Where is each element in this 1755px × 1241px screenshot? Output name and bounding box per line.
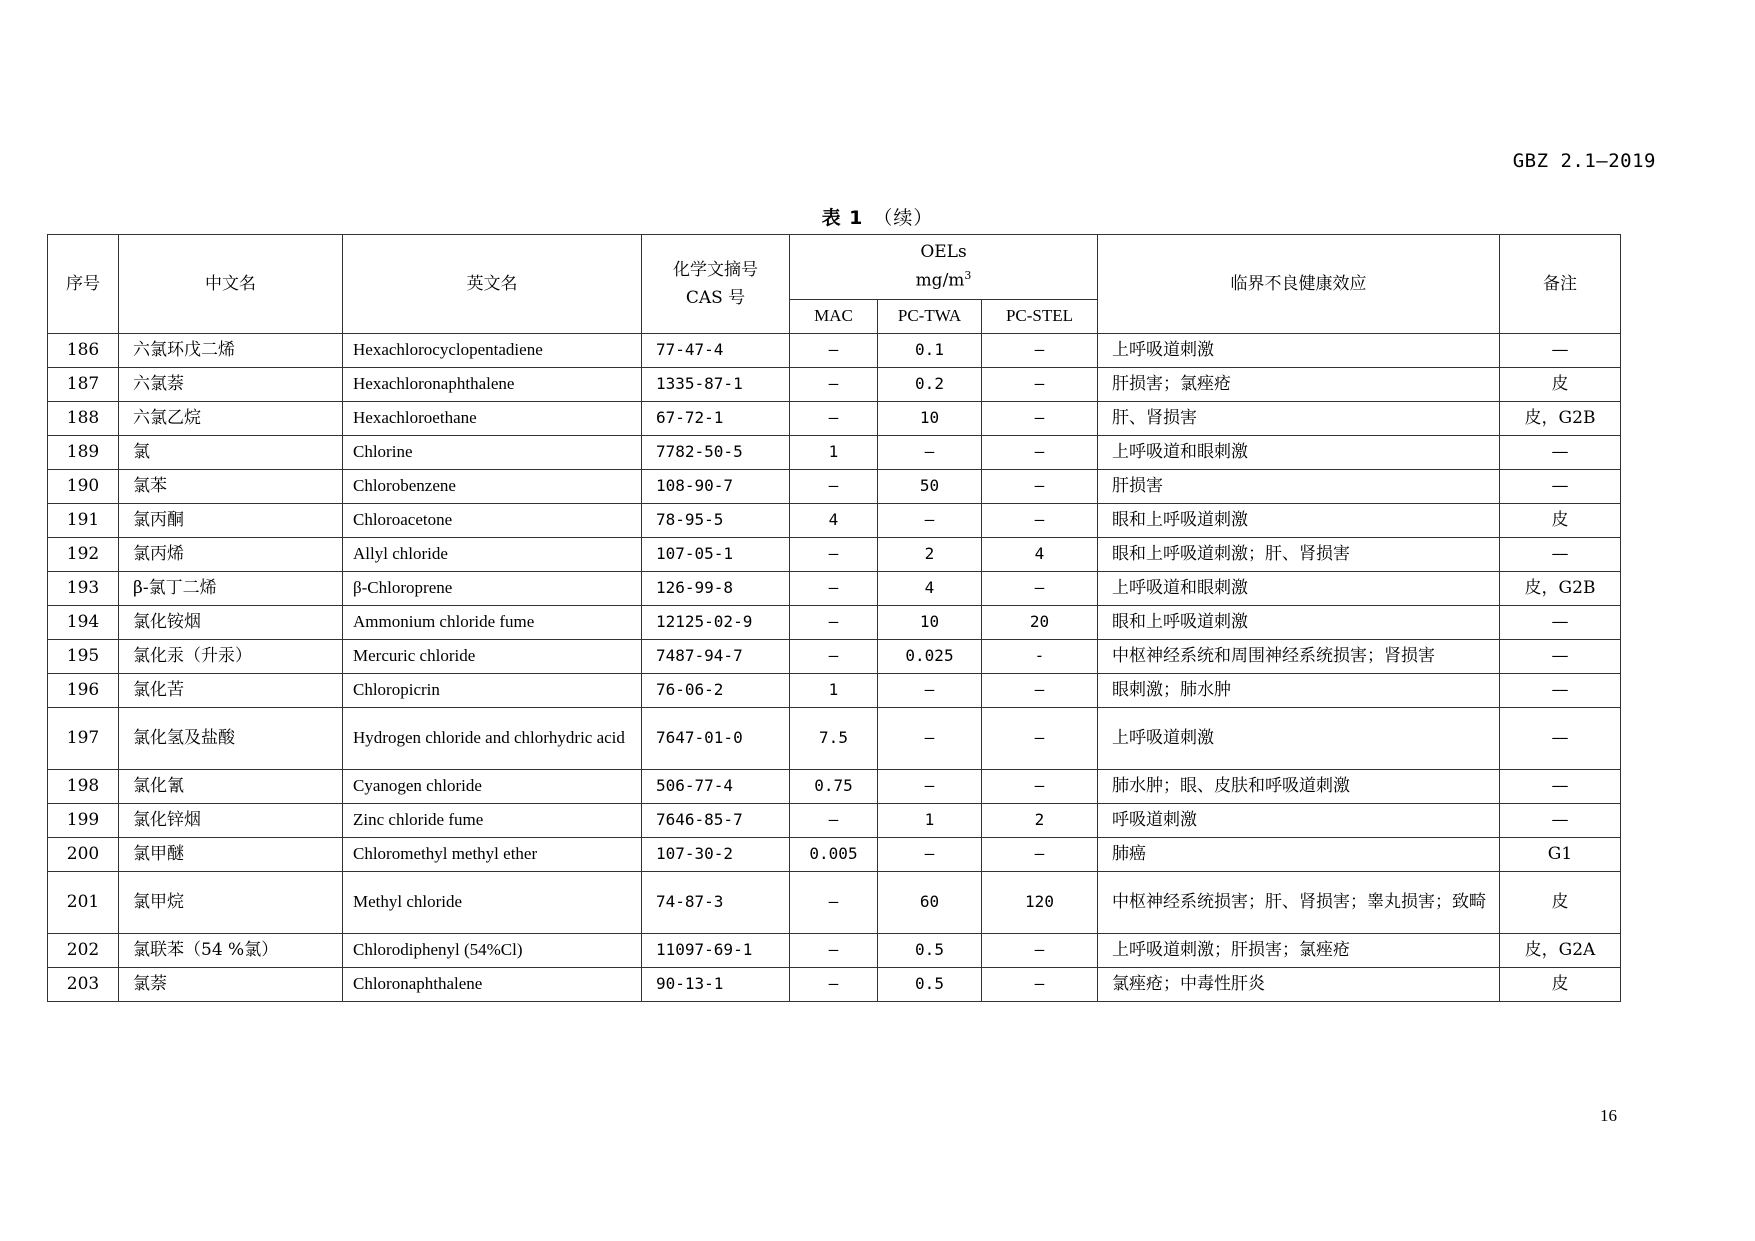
table-row — [48, 804, 1621, 838]
cell-en-name: Chlorobenzene — [343, 470, 642, 504]
table-row — [48, 436, 1621, 470]
cell-mac: 4 — [790, 504, 878, 538]
cell-num: 203 — [48, 968, 119, 1002]
table-caption-continued: （续） — [873, 207, 934, 229]
cell-cas: 126-99-8 — [642, 572, 790, 606]
cell-en-name: Zinc chloride fume — [343, 804, 642, 838]
cell-cn-name: β-氯丁二烯 — [119, 572, 343, 606]
cell-pc-stel: — — [982, 572, 1098, 606]
table-row — [48, 606, 1621, 640]
header-row-1 — [48, 235, 1621, 300]
cell-effect: 眼和上呼吸道刺激 — [1098, 606, 1500, 640]
col-header-pc-stel: PC-STEL — [982, 300, 1098, 334]
cell-note: — — [1500, 470, 1621, 504]
cell-cn-name: 氯丙烯 — [119, 538, 343, 572]
cell-effect: 肺癌 — [1098, 838, 1500, 872]
cell-num: 187 — [48, 368, 119, 402]
cell-effect: 氯痤疮；中毒性肝炎 — [1098, 968, 1500, 1002]
cell-en-name: Hexachlorocyclopentadiene — [343, 334, 642, 368]
cell-note: 皮 — [1500, 504, 1621, 538]
cell-mac: — — [790, 572, 878, 606]
cell-cn-name: 氯萘 — [119, 968, 343, 1002]
cell-cn-name: 氯 — [119, 436, 343, 470]
table-header — [48, 235, 1621, 334]
cell-effect: 上呼吸道刺激；肝损害；氯痤疮 — [1098, 934, 1500, 968]
table-row — [48, 968, 1621, 1002]
cell-cas: 90-13-1 — [642, 968, 790, 1002]
cell-pc-stel: 4 — [982, 538, 1098, 572]
cell-pc-stel: 20 — [982, 606, 1098, 640]
cell-num: 202 — [48, 934, 119, 968]
unit-base: mg/m — [915, 270, 965, 291]
cell-mac: — — [790, 872, 878, 934]
cell-pc-twa: 0.5 — [878, 934, 982, 968]
cell-note: — — [1500, 538, 1621, 572]
cell-cn-name: 六氯萘 — [119, 368, 343, 402]
cell-pc-stel: — — [982, 770, 1098, 804]
cell-pc-stel: — — [982, 968, 1098, 1002]
cell-en-name: Chloronaphthalene — [343, 968, 642, 1002]
cell-cas: 67-72-1 — [642, 402, 790, 436]
cell-cn-name: 氯丙酮 — [119, 504, 343, 538]
cell-effect: 眼和上呼吸道刺激；肝、肾损害 — [1098, 538, 1500, 572]
cell-effect: 上呼吸道刺激 — [1098, 708, 1500, 770]
cell-num: 193 — [48, 572, 119, 606]
cell-pc-stel: — — [982, 368, 1098, 402]
cell-num: 190 — [48, 470, 119, 504]
cell-en-name: Chlorodiphenyl (54%Cl) — [343, 934, 642, 968]
cell-cas: 12125-02-9 — [642, 606, 790, 640]
cell-note: 皮 — [1500, 872, 1621, 934]
cell-cas: 7646-85-7 — [642, 804, 790, 838]
cell-num: 186 — [48, 334, 119, 368]
cell-cn-name: 氯甲烷 — [119, 872, 343, 934]
cell-mac: — — [790, 334, 878, 368]
cell-mac: 1 — [790, 674, 878, 708]
col-header-cn-name: 中文名 — [119, 235, 343, 334]
cell-note: — — [1500, 708, 1621, 770]
cell-en-name: Hexachloroethane — [343, 402, 642, 436]
col-header-en-name: 英文名 — [343, 235, 642, 334]
cell-pc-stel: — — [982, 838, 1098, 872]
cell-pc-twa: 0.1 — [878, 334, 982, 368]
cell-note: — — [1500, 770, 1621, 804]
cell-num: 195 — [48, 640, 119, 674]
col-header-cas-line2: CAS 号 — [685, 288, 746, 308]
table-row — [48, 640, 1621, 674]
page-number: 16 — [1600, 1106, 1617, 1125]
col-header-cas — [642, 235, 790, 334]
col-header-oels — [790, 235, 1098, 300]
col-header-mac: MAC — [790, 300, 878, 334]
cell-cn-name: 氯甲醚 — [119, 838, 343, 872]
cell-effect: 肺水肿；眼、皮肤和呼吸道刺激 — [1098, 770, 1500, 804]
cell-note: — — [1500, 436, 1621, 470]
table-row — [48, 770, 1621, 804]
cell-effect: 中枢神经系统和周围神经系统损害；肾损害 — [1098, 640, 1500, 674]
cell-effect: 眼刺激；肺水肿 — [1098, 674, 1500, 708]
cell-cas: 7782-50-5 — [642, 436, 790, 470]
cell-effect: 眼和上呼吸道刺激 — [1098, 504, 1500, 538]
cell-effect: 中枢神经系统损害；肝、肾损害；睾丸损害；致畸 — [1098, 872, 1500, 934]
cell-note: 皮，G2B — [1500, 572, 1621, 606]
cell-note: 皮，G2B — [1500, 402, 1621, 436]
cell-pc-stel: — — [982, 334, 1098, 368]
cell-cn-name: 氯联苯（54 %氯） — [119, 934, 343, 968]
cell-num: 194 — [48, 606, 119, 640]
col-header-num: 序号 — [48, 235, 119, 334]
cell-pc-stel: — — [982, 470, 1098, 504]
cell-pc-stel: — — [982, 504, 1098, 538]
document-code: GBZ 2.1—2019 — [1512, 150, 1656, 172]
cell-pc-twa: — — [878, 436, 982, 470]
col-header-note: 备注 — [1500, 235, 1621, 334]
cell-en-name: Chloromethyl methyl ether — [343, 838, 642, 872]
cell-en-name: Allyl chloride — [343, 538, 642, 572]
cell-en-name: Methyl chloride — [343, 872, 642, 934]
cell-mac: — — [790, 934, 878, 968]
table-row — [48, 708, 1621, 770]
cell-cn-name: 六氯乙烷 — [119, 402, 343, 436]
cell-effect: 上呼吸道和眼刺激 — [1098, 436, 1500, 470]
cell-cn-name: 氯化氢及盐酸 — [119, 708, 343, 770]
table-row — [48, 368, 1621, 402]
col-header-unit — [796, 267, 1091, 295]
cell-note: 皮 — [1500, 968, 1621, 1002]
oel-table — [47, 234, 1621, 1002]
col-header-pc-twa: PC-TWA — [878, 300, 982, 334]
cell-pc-twa: 50 — [878, 470, 982, 504]
cell-pc-twa: 60 — [878, 872, 982, 934]
cell-mac: — — [790, 606, 878, 640]
cell-note: 皮，G2A — [1500, 934, 1621, 968]
cell-num: 189 — [48, 436, 119, 470]
cell-en-name: Hexachloronaphthalene — [343, 368, 642, 402]
cell-cas: 7647-01-0 — [642, 708, 790, 770]
cell-pc-twa: — — [878, 504, 982, 538]
cell-pc-twa: — — [878, 770, 982, 804]
cell-num: 191 — [48, 504, 119, 538]
cell-en-name: Chloropicrin — [343, 674, 642, 708]
cell-cas: 107-30-2 — [642, 838, 790, 872]
cell-effect: 肝损害 — [1098, 470, 1500, 504]
table-row — [48, 934, 1621, 968]
cell-mac: 7.5 — [790, 708, 878, 770]
cell-pc-stel: — — [982, 934, 1098, 968]
cell-cas: 107-05-1 — [642, 538, 790, 572]
cell-cas: 506-77-4 — [642, 770, 790, 804]
cell-pc-twa: 2 — [878, 538, 982, 572]
cell-pc-stel: 120 — [982, 872, 1098, 934]
unit-exponent: 3 — [964, 268, 972, 282]
cell-cn-name: 六氯环戊二烯 — [119, 334, 343, 368]
cell-num: 198 — [48, 770, 119, 804]
cell-mac: 0.005 — [790, 838, 878, 872]
cell-pc-stel: 2 — [982, 804, 1098, 838]
cell-effect: 呼吸道刺激 — [1098, 804, 1500, 838]
cell-pc-stel: - — [982, 640, 1098, 674]
cell-cn-name: 氯化苦 — [119, 674, 343, 708]
cell-cas: 78-95-5 — [642, 504, 790, 538]
cell-cn-name: 氯化氰 — [119, 770, 343, 804]
table-row — [48, 334, 1621, 368]
cell-note: — — [1500, 606, 1621, 640]
cell-mac: — — [790, 470, 878, 504]
cell-en-name: Cyanogen chloride — [343, 770, 642, 804]
cell-mac: — — [790, 538, 878, 572]
col-header-cas-line1: 化学文摘号 — [673, 259, 758, 280]
cell-pc-twa: 4 — [878, 572, 982, 606]
cell-num: 199 — [48, 804, 119, 838]
cell-effect: 上呼吸道和眼刺激 — [1098, 572, 1500, 606]
cell-note: G1 — [1500, 838, 1621, 872]
cell-pc-stel: — — [982, 708, 1098, 770]
cell-pc-twa: 0.5 — [878, 968, 982, 1002]
table-row — [48, 872, 1621, 934]
cell-cn-name: 氯苯 — [119, 470, 343, 504]
cell-effect: 上呼吸道刺激 — [1098, 334, 1500, 368]
table-row — [48, 402, 1621, 436]
cell-pc-twa: 0.025 — [878, 640, 982, 674]
cell-num: 200 — [48, 838, 119, 872]
cell-num: 196 — [48, 674, 119, 708]
cell-cas: 7487-94-7 — [642, 640, 790, 674]
cell-pc-twa: — — [878, 708, 982, 770]
table-row — [48, 504, 1621, 538]
table-body — [48, 334, 1621, 1002]
cell-mac: 1 — [790, 436, 878, 470]
cell-cn-name: 氯化铵烟 — [119, 606, 343, 640]
cell-num: 188 — [48, 402, 119, 436]
cell-note: 皮 — [1500, 368, 1621, 402]
table-row — [48, 674, 1621, 708]
cell-en-name: Chloroacetone — [343, 504, 642, 538]
cell-num: 192 — [48, 538, 119, 572]
cell-cas: 77-47-4 — [642, 334, 790, 368]
cell-mac: — — [790, 804, 878, 838]
cell-mac: 0.75 — [790, 770, 878, 804]
cell-cas: 76-06-2 — [642, 674, 790, 708]
cell-cas: 11097-69-1 — [642, 934, 790, 968]
cell-pc-twa: 1 — [878, 804, 982, 838]
cell-cn-name: 氯化锌烟 — [119, 804, 343, 838]
cell-note: — — [1500, 334, 1621, 368]
cell-mac: — — [790, 640, 878, 674]
cell-num: 197 — [48, 708, 119, 770]
cell-pc-twa: 10 — [878, 606, 982, 640]
cell-en-name: Chlorine — [343, 436, 642, 470]
cell-en-name: Ammonium chloride fume — [343, 606, 642, 640]
cell-mac: — — [790, 402, 878, 436]
cell-note: — — [1500, 804, 1621, 838]
cell-cn-name: 氯化汞（升汞） — [119, 640, 343, 674]
cell-pc-stel: — — [982, 674, 1098, 708]
cell-cas: 74-87-3 — [642, 872, 790, 934]
cell-pc-twa: 10 — [878, 402, 982, 436]
table-row — [48, 572, 1621, 606]
col-header-oels-label: OELs — [920, 242, 967, 263]
cell-pc-twa: — — [878, 838, 982, 872]
table-caption — [0, 203, 1755, 230]
table-row — [48, 838, 1621, 872]
cell-note: — — [1500, 640, 1621, 674]
cell-en-name: β-Chloroprene — [343, 572, 642, 606]
col-header-effect: 临界不良健康效应 — [1098, 235, 1500, 334]
cell-cas: 108-90-7 — [642, 470, 790, 504]
cell-mac: — — [790, 968, 878, 1002]
table-row — [48, 538, 1621, 572]
cell-pc-stel: — — [982, 436, 1098, 470]
cell-effect: 肝、肾损害 — [1098, 402, 1500, 436]
cell-pc-twa: — — [878, 674, 982, 708]
cell-num: 201 — [48, 872, 119, 934]
cell-pc-twa: 0.2 — [878, 368, 982, 402]
cell-en-name: Hydrogen chloride and chlorhydric acid — [343, 708, 642, 770]
table-caption-title: 表 1 — [821, 207, 864, 229]
cell-pc-stel: — — [982, 402, 1098, 436]
cell-note: — — [1500, 674, 1621, 708]
cell-effect: 肝损害；氯痤疮 — [1098, 368, 1500, 402]
table-row — [48, 470, 1621, 504]
cell-mac: — — [790, 368, 878, 402]
cell-cas: 1335-87-1 — [642, 368, 790, 402]
cell-en-name: Mercuric chloride — [343, 640, 642, 674]
